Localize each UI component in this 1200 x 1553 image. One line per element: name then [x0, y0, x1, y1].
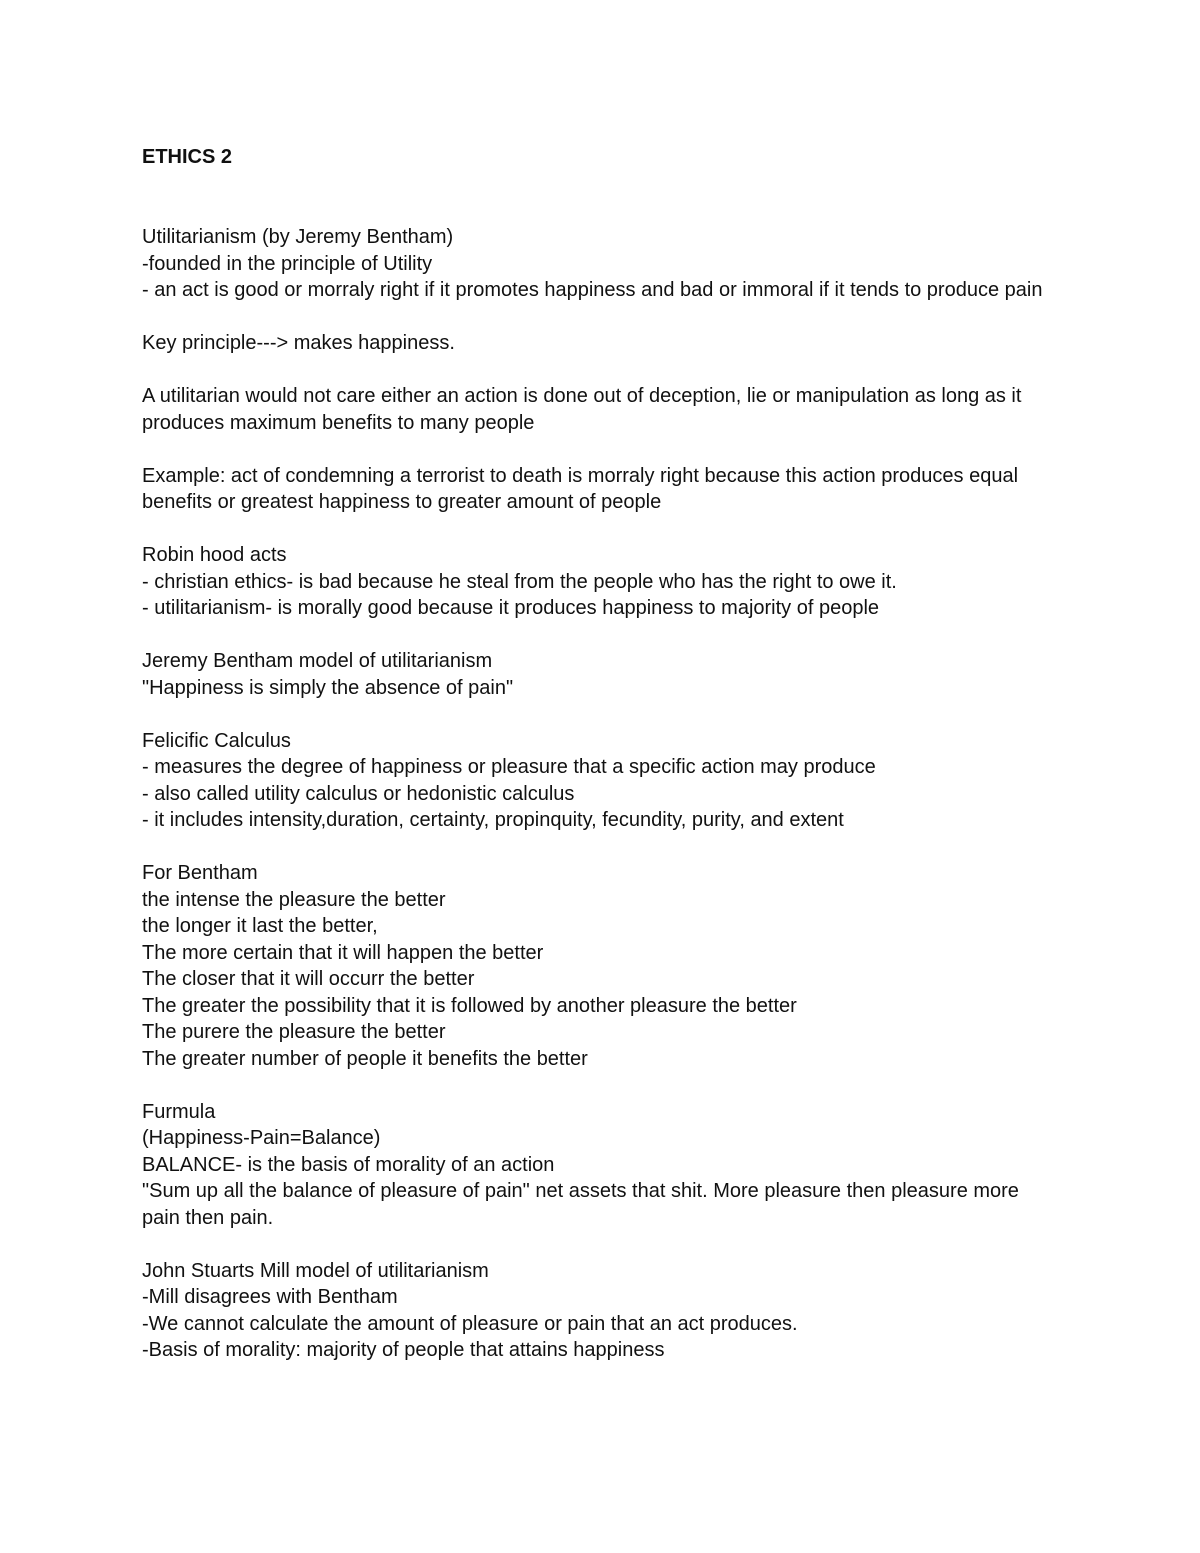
paragraph-line: Example: act of condemning a terrorist to death is morraly right because this action produces equal benefits or greatest happiness to greater amount of people	[142, 464, 1019, 513]
section-heading: Jeremy Bentham model of utilitarianism	[142, 650, 493, 672]
section-for-bentham	[142, 860, 1062, 1072]
paragraph-line: -Basis of morality: majority of people that attains happiness	[142, 1339, 665, 1361]
section-heading: For Bentham	[142, 862, 258, 884]
section-bentham-model	[142, 648, 1062, 701]
section-heading: Felicific Calculus	[142, 729, 291, 752]
paragraph-line: -We cannot calculate the amount of pleasure or pain that an act produces.	[142, 1312, 798, 1335]
paragraph-line: - measures the degree of happiness or pleasure that a specific action may produce	[142, 756, 876, 778]
section-utilitarian-view	[142, 383, 1062, 436]
paragraph-line: (Happiness-Pain=Balance)	[142, 1127, 381, 1149]
section-example	[142, 463, 1062, 516]
paragraph-line: Key principle---> makes happiness.	[142, 332, 455, 354]
document-body	[142, 144, 1062, 1390]
paragraph-line: BALANCE- is the basis of morality of an action	[142, 1153, 555, 1176]
section-formula	[142, 1099, 1062, 1232]
section-utilitarianism	[142, 224, 1062, 304]
document-title: ETHICS 2	[142, 146, 233, 168]
paragraph-line: - it includes intensity,duration, certainty, propinquity, fecundity, purity, and extent	[142, 809, 844, 831]
section-heading: Utilitarianism (by Jeremy Bentham)	[142, 226, 454, 248]
section-heading: Furmula	[142, 1100, 216, 1123]
section-heading: John Stuarts Mill model of utilitarianism	[142, 1259, 489, 1282]
paragraph-line: The greater number of people it benefits the better	[142, 1047, 588, 1070]
section-key-principle	[142, 330, 1062, 357]
title-spacer	[142, 170, 1062, 224]
paragraph-line: -Mill disagrees with Bentham	[142, 1286, 398, 1308]
paragraph-line: - utilitarianism- is morally good because it produces happiness to majority of people	[142, 597, 880, 619]
paragraph-line: -founded in the principle of Utility	[142, 252, 433, 275]
paragraph-line: The purere the pleasure the better	[142, 1021, 446, 1043]
section-felicific-calculus	[142, 728, 1062, 834]
section-mill-model	[142, 1258, 1062, 1364]
paragraph-line: the longer it last the better,	[142, 915, 378, 937]
paragraph-line: - christian ethics- is bad because he steal from the people who has the right to owe it.	[142, 570, 897, 593]
section-robin-hood	[142, 542, 1062, 622]
section-heading: Robin hood acts	[142, 544, 287, 566]
paragraph-line: The more certain that it will happen the better	[142, 941, 544, 964]
paragraph-line: The closer that it will occurr the better	[142, 968, 475, 990]
paragraph-line: A utilitarian would not care either an action is done out of deception, lie or manipulation as long as it produces maximum benefits to many people	[142, 385, 1022, 434]
paragraph-line: The greater the possibility that it is followed by another pleasure the better	[142, 994, 797, 1017]
paragraph-line: "Happiness is simply the absence of pain"	[142, 676, 514, 699]
paragraph-line: - also called utility calculus or hedonistic calculus	[142, 782, 575, 805]
paragraph-line: - an act is good or morraly right if it promotes happiness and bad or immoral if it tends to produce pain	[142, 279, 1043, 301]
paragraph-line: "Sum up all the balance of pleasure of pain" net assets that shit. More pleasure then pleasure more pain then pain.	[142, 1180, 1019, 1229]
paragraph-line: the intense the pleasure the better	[142, 888, 446, 911]
